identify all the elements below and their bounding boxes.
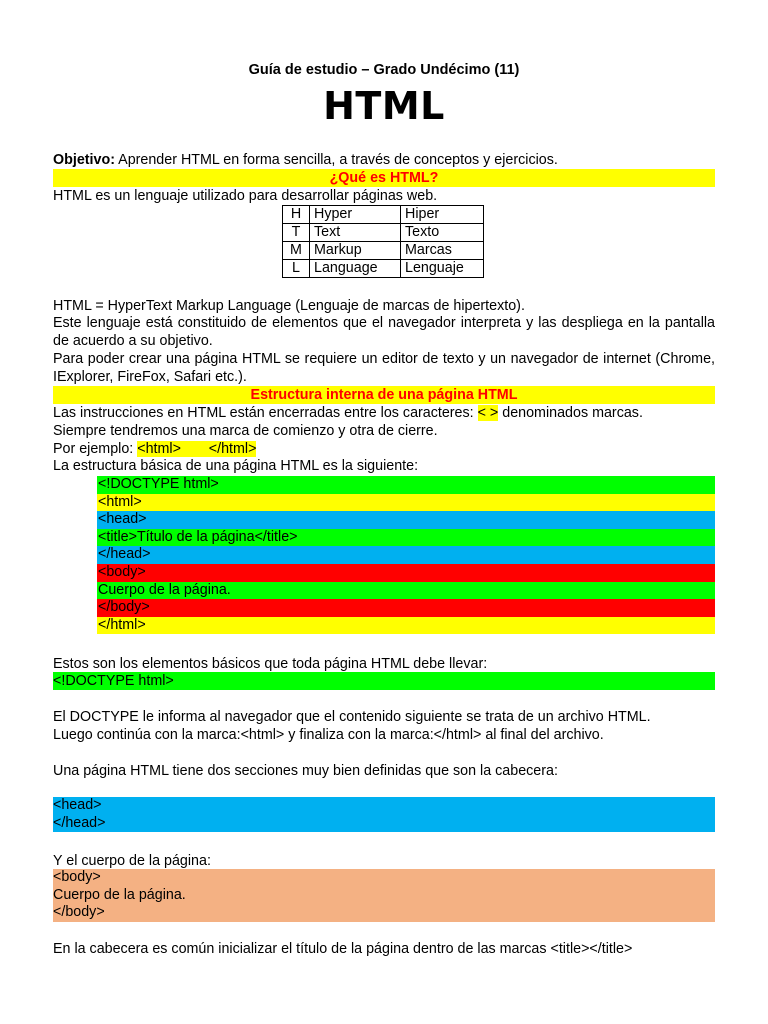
objective-label: Objetivo:: [53, 152, 115, 168]
acronym-cell: M: [283, 242, 310, 260]
body-close: </body>: [53, 904, 105, 920]
paragraph-editor: Para poder crear una página HTML se requiere un editor de texto y un navegador de internet (Chrome, IExplorer, FireFox, Safari etc.).: [53, 351, 715, 385]
basic-elements-intro: Estos son los elementos básicos que toda página HTML debe llevar:: [53, 656, 488, 672]
acronym-table: [282, 205, 484, 278]
paragraph-elements: Este lenguaje está constituido de elementos que el navegador interpreta y las despliega en la pantalla de acuerdo a su objetivo.: [53, 315, 715, 349]
body-code-block: [53, 869, 715, 922]
head-code-block: [53, 797, 715, 832]
acronym-cell: H: [283, 206, 310, 224]
acronym-row: [283, 260, 484, 278]
structure-intro: La estructura básica de una página HTML es la siguiente:: [53, 458, 419, 474]
marks-text-before: Las instrucciones en HTML están encerradas entre los caracteres:: [53, 405, 478, 421]
structure-code-line: <head>: [97, 511, 715, 529]
head-open: <head>: [53, 797, 102, 813]
acronym-cell: Text: [310, 224, 401, 242]
intro-text: HTML es un lenguaje utilizado para desarrollar páginas web.: [53, 188, 438, 204]
always-line: Siempre tendremos una marca de comienzo y otra de cierre.: [53, 423, 438, 439]
example-line: [53, 440, 256, 458]
document-subtitle: Guía de estudio – Grado Undécimo (11): [248, 62, 520, 78]
acronym-row: [283, 206, 484, 224]
body-content: Cuerpo de la página.: [53, 886, 186, 903]
acronym-cell: Texto: [401, 224, 484, 242]
sections-intro: Una página HTML tiene dos secciones muy bien definidas que son la cabecera:: [53, 763, 558, 779]
acronym-row: [283, 224, 484, 242]
document-title: HTML: [323, 84, 445, 128]
body-intro: Y el cuerpo de la página:: [53, 853, 211, 869]
acronym-cell: Hyper: [310, 206, 401, 224]
acronym-cell: Language: [310, 260, 401, 278]
structure-code-line: </head>: [97, 546, 715, 564]
acronym-cell: L: [283, 260, 310, 278]
structure-code-line: </html>: [97, 617, 715, 635]
objective-text: Aprender HTML en forma sencilla, a través de conceptos y ejercicios.: [114, 152, 558, 168]
doctype-para-line1: El DOCTYPE le informa al navegador que el contenido siguiente se trata de un archivo HTML.: [53, 709, 651, 725]
body-open: <body>: [53, 869, 101, 885]
definition-text: HTML = HyperText Markup Language (Lenguaje de marcas de hipertexto).: [53, 298, 525, 314]
doctype-para-line2: Luego continúa con la marca:<html> y finaliza con la marca:</html> al final del archivo.: [53, 727, 604, 743]
marks-line: [53, 404, 643, 422]
acronym-cell: T: [283, 224, 310, 242]
example-highlight: <html> </html>: [137, 441, 257, 457]
structure-code-line: </body>: [97, 599, 715, 617]
example-text-before: Por ejemplo:: [53, 441, 138, 457]
structure-code-line: <title>Título de la página</title>: [97, 529, 715, 547]
marks-highlight: < >: [477, 405, 499, 421]
structure-code-line: <body>: [97, 564, 715, 582]
acronym-cell: Hiper: [401, 206, 484, 224]
acronym-cell: Lenguaje: [401, 260, 484, 278]
doctype-code-line: <!DOCTYPE html>: [53, 672, 715, 690]
marks-text-after: denominados marcas.: [498, 405, 643, 421]
final-line: En la cabecera es común inicializar el título de la página dentro de las marcas <title></title>: [53, 941, 633, 957]
acronym-cell: Markup: [310, 242, 401, 260]
section-heading-what-is-html: ¿Qué es HTML?: [53, 169, 715, 187]
acronym-row: [283, 242, 484, 260]
section-heading-structure: Estructura interna de una página HTML: [53, 386, 715, 404]
structure-code-line: Cuerpo de la página.: [97, 582, 715, 600]
objective-line: [53, 151, 558, 169]
structure-code-line: <!DOCTYPE html>: [97, 476, 715, 494]
acronym-cell: Marcas: [401, 242, 484, 260]
head-close: </head>: [53, 814, 106, 831]
structure-code-line: <html>: [97, 494, 715, 512]
